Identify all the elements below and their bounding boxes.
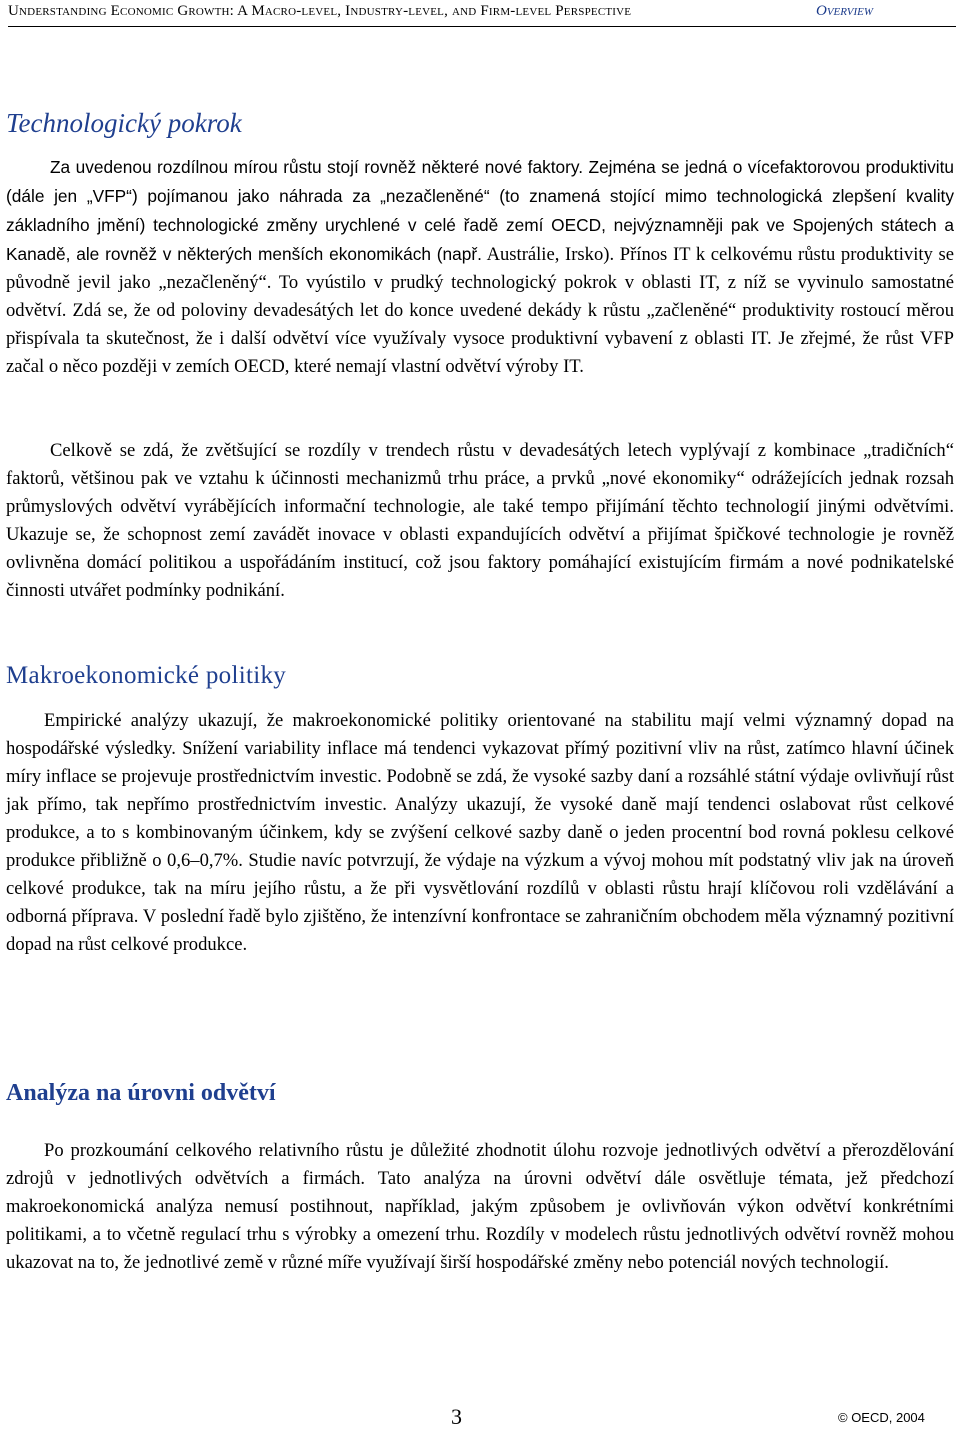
paragraph-macro xyxy=(6,707,954,959)
header-section-label: Overview xyxy=(816,3,874,19)
section-technology xyxy=(6,108,954,139)
section-heading-industry: Analýza na úrovni odvětví xyxy=(6,1080,276,1106)
page-footer xyxy=(0,1404,960,1430)
section-industry xyxy=(6,1080,954,1107)
copyright-notice: © OECD, 2004 xyxy=(838,1410,925,1425)
paragraph-text: Empirické analýzy ukazují, že makroekonomické politiky orientované na stabilitu mají velmi významný dopad na hospodářské výsledky. Snížení variability inflace má tendenci vykazovat přímý pozitivní vliv na růst, zatímco hlavní účinek míry inflace se projevuje prostřednictvím investic. Podobně se zdá, že vysoké sazby daní a rozsáhlé státní výdaje ovlivňují růst jak přímo, tak nepřímo prostřednictvím investic. Analýzy ukazují, že vysoké daně mají tendenci oslabovat růst celkové produkce, a to s kombinovaným účinkem, kdy se zvýšení celkové sazby daně o jeden procentní bod rovná poklesu celkové produkce přibližně o 0,6–0,7%. Studie navíc potvrzují, že výdaje na výzkum a vývoj mohou mít podstatný vliv jak na úroveň celkové produkce, tak na míru jejího růstu, a že při vysvětlování rozdílů v oblasti růstu hrají klíčovou roli vzdělávání a odborná příprava. V poslední řadě bylo zjištěno, že intenzívní konfrontace se zahraničním obchodem měla významný pozitivní dopad na růst celkové produkce. xyxy=(6,710,954,955)
paragraph-text: Austrálie, Irsko). Přínos IT k celkovému růstu produktivity se původně jevil jako „nezačleněný“. To vyústilo v prudký technologický pokrok v oblasti IT, z níž se vyvinulo samostatné odvětví. Zdá se, že od poloviny devadesátých let do konce uvedené dekády k růstu „začleněné“ produktivity rostoucí měrou přispívala ta skutečnost, že i další odvětví více využívaly vysoce produktivní vybavení z oblasti IT. Je zřejmé, že růst VFP začal o něco později v zemích OECD, které nemají vlastní odvětví výroby IT. xyxy=(6,244,954,377)
section-heading-macro: Makroekonomické politiky xyxy=(6,662,287,689)
paragraph-technology-1 xyxy=(6,153,954,381)
paragraph-text: Celkově se zdá, že zvětšující se rozdíly v trendech růstu v devadesátých letech vyplývají z kombinace „tradičních“ faktorů, většinou pak ve vztahu k účinnosti mechanizmů trhu práce, a prvků „nové ekonomiky“ odrážejících jednak rozsah průmyslových odvětví vyrábějících informační technologie, ale také tempo přijímání těchto technologií jinými odvětvími. Ukazuje se, že schopnost zemí zavádět inovace v oblasti expandujících odvětví a přijímat špičkové technologie je rovněž ovlivněna domácí politikou a uspořádáním institucí, což jsou faktory pomáhající existujícím firmám a nové podnikatelské činnosti utvářet podmínky podnikání. xyxy=(6,440,954,601)
running-header xyxy=(8,0,956,27)
section-macro xyxy=(6,662,954,690)
paragraph-text: Po prozkoumání celkového relativního růstu je důležité zhodnotit úlohu rozvoje jednotlivých odvětví a přerozdělování zdrojů v jednotlivých odvětvích a firmách. Tato analýza na úrovni odvětví dále osvětluje témata, jež předchozí makroekonomická analýza nemusí postihnout, například, jakým způsobem je ovlivňován výkon odvětví konkrétními politikami, a to včetně regulací trhu s výrobky a omezení trhu. Rozdíly v modelech růstu jednotlivých odvětví rovněž mohou ukazovat na to, že jednotlivé země v různé míře využívají širší hospodářské změny nebo potenciál nových technologií. xyxy=(6,1140,954,1273)
header-title: Understanding Economic Growth: A Macro-level, Industry-level, and Firm-level Perspective xyxy=(8,3,632,19)
page-number: 3 xyxy=(451,1404,462,1429)
paragraph-industry xyxy=(6,1137,954,1277)
paragraph-text: Za uvedenou rozdílnou mírou růstu stojí rovněž některé nové faktory. Zejména se jedná o vícefaktorovou produktivitu (dále jen „VFP“) pojímanou jako náhrada za „nezačleněné“ (to znamená stojící mimo technologická zlepšení kvality základního jmění) technologické změny urychlené v celé řadě zemí OECD, nejvýznamněji pak ve Spojených státech a Kanadě, ale rovněž v některých menších ekonomikách (např. xyxy=(6,157,954,264)
paragraph-technology-2 xyxy=(6,437,954,605)
section-heading-technology: Technologický pokrok xyxy=(6,108,242,138)
